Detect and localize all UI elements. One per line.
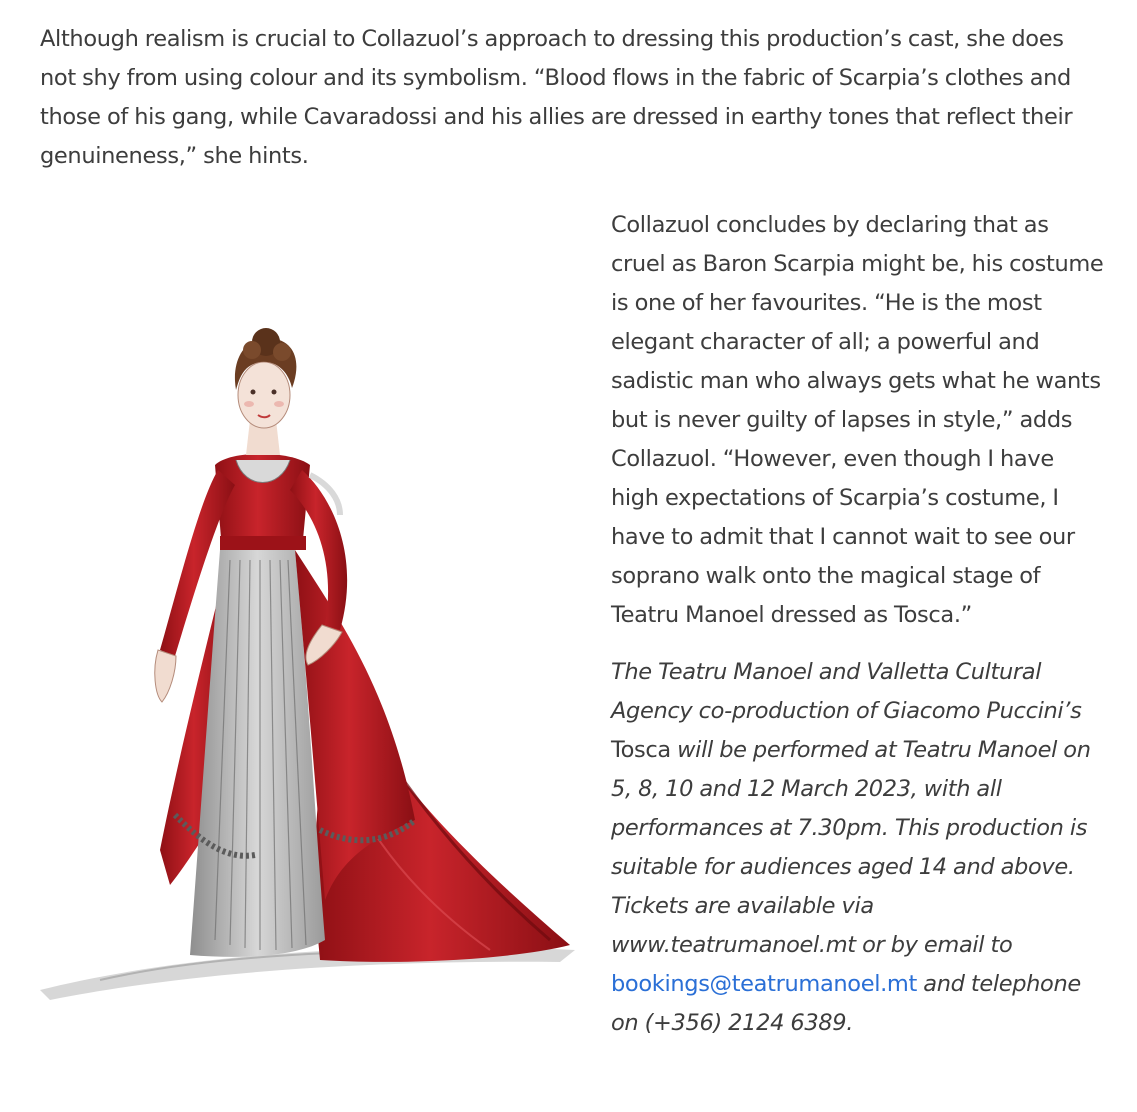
info-text-2: will be performed at Teatru Manoel on 5, 8, 10 and 12 March 2023, with all performances at 7.30pm. This production is suitable for audiences aged 14 and above. Tickets are available via www.teatrumanoel.mt or by email to — [611, 737, 1091, 958]
info-text-3: and telephone on (+356) 2124 6389. — [611, 971, 1081, 1036]
costume-illustration — [40, 300, 580, 1010]
info-text-1: The Teatru Manoel and Valletta Cultural Agency co-production of Giacomo Puccini’s — [611, 659, 1082, 724]
left-hand — [155, 650, 176, 702]
conclusion-paragraph: Collazuol concludes by declaring that as cruel as Baron Scarpia might be, his costume is one of her favourites. “He is the most elegant character of all; a powerful and sadistic man who always gets what he wants but is never guilty of lapses in style,” adds Collazuol. “However, even though I have high expectations of Scarpia’s costume, I have to admit that I cannot wait to see our soprano walk onto the magical stage of Teatru Manoel dressed as Tosca.” — [611, 212, 1104, 628]
email-link[interactable]: bookings@teatrumanoel.mt — [611, 971, 917, 997]
intro-paragraph: Although realism is crucial to Collazuol’s approach to dressing this production’s cast, she does not shy from using colour and its symbolism. “Blood flows in the fabric of Scarpia’s clothes and those of his gang, while Cavaradossi and his allies are dressed in earthy tones that reflect their genuineness,” she hints. — [40, 26, 1073, 169]
opera-title: Tosca — [611, 737, 671, 763]
right-column — [611, 206, 1106, 1043]
production-info — [611, 653, 1106, 1043]
